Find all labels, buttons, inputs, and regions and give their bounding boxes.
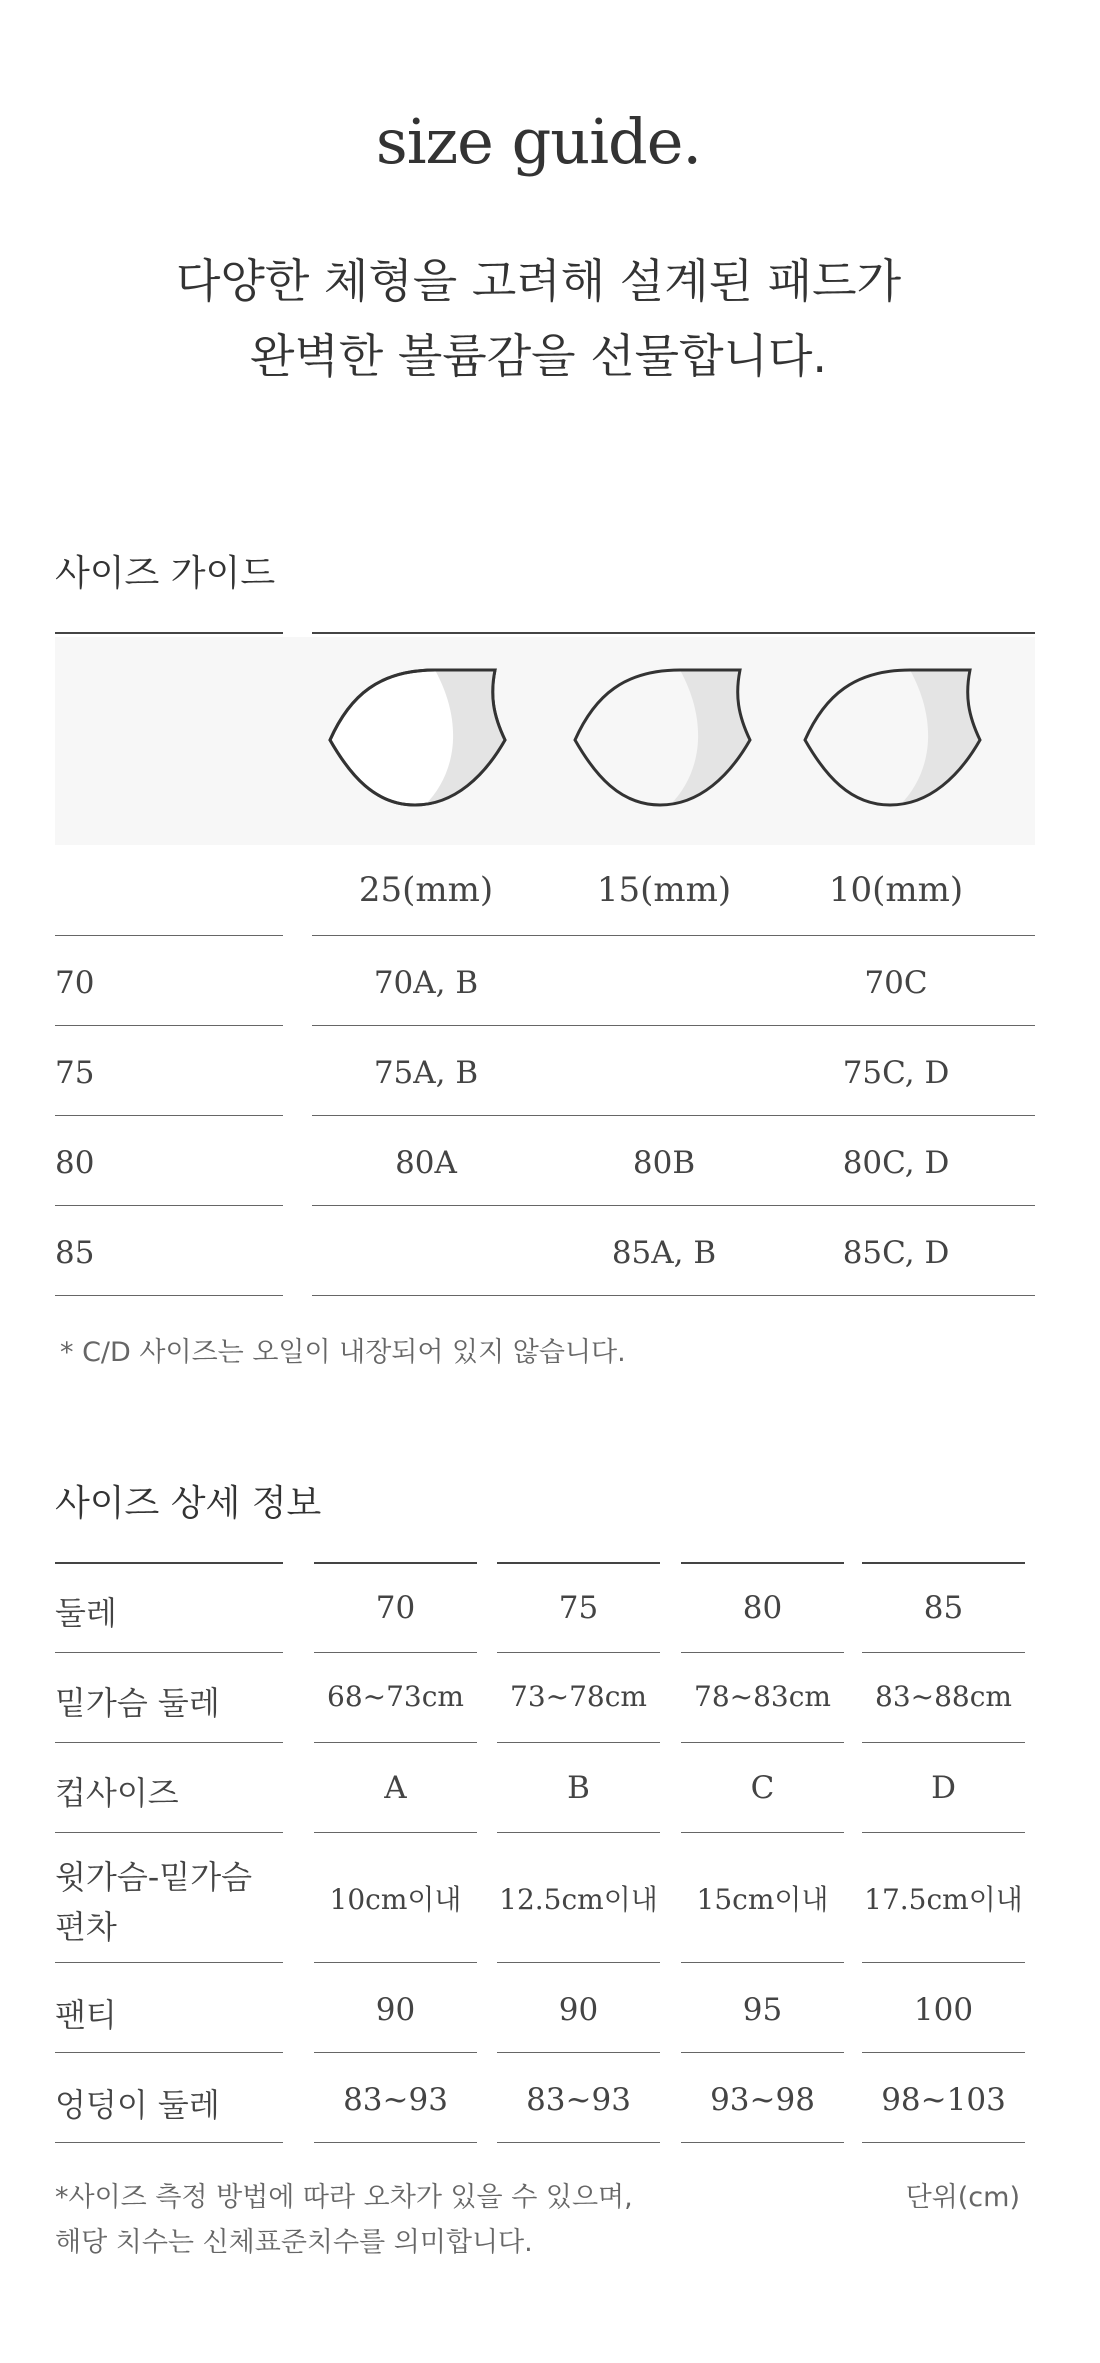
detail-row-rule <box>862 1742 1025 1743</box>
detail-row-label: 둘레 <box>55 1594 117 1632</box>
detail-row-rule <box>681 1742 844 1743</box>
guide-cell: 80A <box>395 1145 457 1181</box>
detail-row-label: 밑가슴 둘레 <box>55 1684 220 1722</box>
size-detail-title: 사이즈 상세 정보 <box>55 1483 322 1524</box>
guide-cell: 80B <box>632 1145 696 1181</box>
guide-cell: 75A, B <box>373 1055 479 1091</box>
detail-cell: C <box>750 1770 775 1806</box>
col-header-25mm: 25(mm) <box>358 870 494 910</box>
guide-row-rule <box>312 1025 1035 1026</box>
detail-row-rule <box>497 1742 660 1743</box>
guide-note: * C/D 사이즈는 오일이 내장되어 있지 않습니다. <box>60 1337 626 1368</box>
guide-row-rule <box>312 1295 1035 1296</box>
lead-line-1: 다양한 체형을 고려해 설계된 패드가 <box>175 254 902 308</box>
detail-row-rule <box>681 1832 844 1833</box>
detail-header-rule <box>497 1562 660 1564</box>
col-header-15mm: 15(mm) <box>596 870 732 910</box>
detail-row-rule <box>497 1962 660 1963</box>
pad-15mm-icon <box>570 665 755 815</box>
detail-row-label-line1: 윗가슴-밑가슴 <box>55 1858 253 1896</box>
detail-cell: 98~103 <box>881 2082 1006 2118</box>
detail-row-rule <box>497 1832 660 1833</box>
pad-25mm-icon <box>325 665 510 815</box>
detail-cell: 83~93 <box>343 2082 448 2118</box>
unit-label: 단위(cm) <box>905 2182 1020 2213</box>
detail-cell: A <box>384 1770 407 1806</box>
guide-row-rule <box>55 1025 283 1026</box>
detail-header-rule <box>55 1562 283 1564</box>
detail-cell: 100 <box>913 1992 974 2028</box>
detail-row-rule <box>55 2052 283 2053</box>
detail-cell: 70 <box>375 1590 416 1626</box>
detail-row-rule <box>862 1652 1025 1653</box>
detail-row-rule <box>314 1962 477 1963</box>
guide-row-label: 85 <box>55 1235 95 1271</box>
detail-cell: 10cm이내 <box>329 1883 462 1916</box>
guide-row-rule <box>312 1115 1035 1116</box>
detail-row-label-line2: 편차 <box>55 1908 117 1946</box>
detail-row-rule <box>681 1652 844 1653</box>
detail-row-rule <box>55 1832 283 1833</box>
detail-header-rule <box>862 1562 1025 1564</box>
guide-cell: 70C <box>864 965 928 1001</box>
detail-row-rule <box>681 2052 844 2053</box>
detail-row-rule <box>314 1742 477 1743</box>
guide-row-rule <box>55 935 283 936</box>
detail-cell: 75 <box>558 1590 599 1626</box>
detail-row-rule <box>314 2052 477 2053</box>
detail-row-rule <box>862 1832 1025 1833</box>
guide-row-rule <box>312 1205 1035 1206</box>
guide-cell: 70A, B <box>373 965 479 1001</box>
detail-cell: 80 <box>742 1590 783 1626</box>
guide-row-label: 80 <box>55 1145 95 1181</box>
detail-cell: 90 <box>558 1992 599 2028</box>
detail-header-rule <box>314 1562 477 1564</box>
detail-cell: 83~88cm <box>875 1680 1012 1713</box>
detail-row-rule <box>681 1962 844 1963</box>
detail-cell: 93~98 <box>710 2082 815 2118</box>
detail-cell: 85 <box>923 1590 964 1626</box>
detail-note-line-2: 해당 치수는 신체표준치수를 의미합니다. <box>55 2227 533 2258</box>
pad-10mm-icon <box>800 665 985 815</box>
detail-cell: 73~78cm <box>510 1680 647 1713</box>
guide-header-rule-right <box>312 632 1035 634</box>
detail-row-label: 팬티 <box>55 1996 117 2034</box>
detail-row-rule <box>862 1962 1025 1963</box>
detail-row-rule <box>862 2052 1025 2053</box>
detail-cell: 90 <box>375 1992 416 2028</box>
guide-row-label: 70 <box>55 965 95 1001</box>
lead-line-2: 완벽한 볼륨감을 선물합니다. <box>249 329 828 383</box>
guide-row-label: 75 <box>55 1055 95 1091</box>
detail-cell: B <box>567 1770 590 1806</box>
detail-row-rule <box>55 2142 283 2143</box>
detail-note-line-1: *사이즈 측정 방법에 따라 오차가 있을 수 있으며, <box>55 2182 633 2213</box>
detail-row-label: 컵사이즈 <box>55 1774 179 1812</box>
detail-row-rule <box>497 2142 660 2143</box>
detail-row-rule <box>497 1652 660 1653</box>
detail-cell: 17.5cm이내 <box>864 1883 1023 1916</box>
guide-row-rule <box>55 1115 283 1116</box>
detail-cell: 12.5cm이내 <box>499 1883 658 1916</box>
detail-row-rule <box>862 2142 1025 2143</box>
page-title: size guide. <box>375 105 702 178</box>
guide-header-rule-left <box>55 632 283 634</box>
guide-cell: 80C, D <box>842 1145 950 1181</box>
size-guide-title: 사이즈 가이드 <box>55 553 276 594</box>
guide-cell: 85A, B <box>611 1235 717 1271</box>
detail-cell: 15cm이내 <box>696 1883 829 1916</box>
detail-row-label: 엉덩이 둘레 <box>55 2086 220 2124</box>
col-header-10mm: 10(mm) <box>828 870 964 910</box>
guide-row-rule <box>55 1295 283 1296</box>
detail-row-rule <box>314 1652 477 1653</box>
guide-cell: 85C, D <box>842 1235 950 1271</box>
detail-cell: 95 <box>742 1992 783 2028</box>
detail-row-rule <box>497 2052 660 2053</box>
detail-row-rule <box>55 1652 283 1653</box>
detail-cell: 78~83cm <box>694 1680 831 1713</box>
detail-row-rule <box>314 2142 477 2143</box>
detail-row-rule <box>314 1832 477 1833</box>
detail-cell: 68~73cm <box>327 1680 464 1713</box>
guide-row-rule <box>312 935 1035 936</box>
guide-row-rule <box>55 1205 283 1206</box>
detail-row-rule <box>55 1962 283 1963</box>
detail-row-rule <box>681 2142 844 2143</box>
detail-cell: D <box>931 1770 956 1806</box>
guide-cell: 75C, D <box>842 1055 950 1091</box>
detail-cell: 83~93 <box>526 2082 631 2118</box>
detail-row-rule <box>55 1742 283 1743</box>
detail-header-rule <box>681 1562 844 1564</box>
